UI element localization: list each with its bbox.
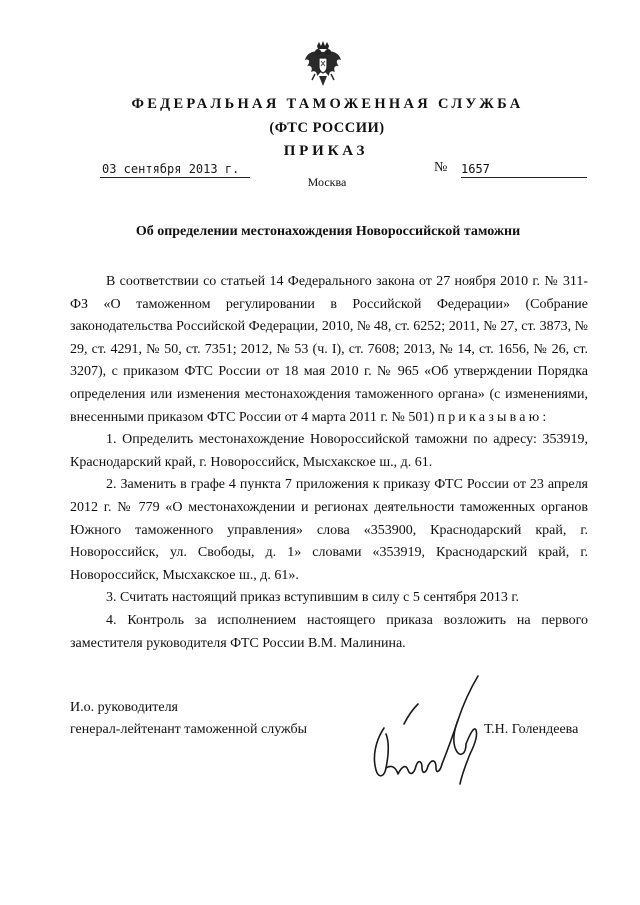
signatory-name: Т.Н. Голендеева: [484, 722, 579, 737]
preamble-paragraph: [70, 271, 588, 429]
order-subject: Об определении местонахождения Новороссийской таможни: [135, 224, 521, 239]
order-number: 1657: [461, 161, 587, 178]
document-type-title: ПРИКАЗ: [283, 143, 369, 159]
order-city: Москва: [307, 175, 347, 189]
order-item-2: 2. Заменить в графе 4 пункта 7 приложения к приказу ФТС России от 23 апреля 2012 г. № 779 «О местонахождении и регионах деятельности таможенных органов Южного таможенного управления» слова «353900, Краснодарский край, г. Новороссийск, ул. Свободы, д. 1» словами «353919, Краснодарский край, г. Новороссийск, Мысхакское ш., д. 61».: [70, 477, 588, 583]
preamble-text: В соответствии со статьей 14 Федерального закона от 27 ноября 2010 г. № 311-ФЗ «О таможенном регулировании в Российской Федерации» (Собрание законодательства Российской Федерации, 2010, № 48, ст. 6252; 2011, № 27, ст. 3873, № 29, ст. 4291, № 50, ст. 7351; 2012, № 53 (ч. I), ст. 7608; 2013, № 14, ст. 1656, № 26, ст. 3207), с приказом ФТС России от 18 мая 2010 г. № 965 «Об утверждении Порядка определения или изменения местонахождения таможенного органа» (с изменениями, внесенными приказом ФТС России от 4 марта 2011 г. № 501): [70, 274, 588, 425]
agency-abbreviation: (ФТС РОССИИ): [269, 120, 385, 136]
order-word: приказываю:: [437, 409, 550, 425]
coat-of-arms-icon: [303, 40, 343, 88]
signatory-title-line-1: И.о. руководителя: [70, 700, 179, 715]
signatory-title-line-2: генерал-лейтенант таможенной службы: [70, 722, 308, 737]
order-item-3: 3. Считать настоящий приказ вступившим в силу с 5 сентября 2013 г.: [106, 590, 520, 606]
order-number-label: №: [434, 160, 448, 175]
agency-name: ФЕДЕРАЛЬНАЯ ТАМОЖЕННАЯ СЛУЖБА: [131, 96, 524, 112]
order-body: [70, 271, 588, 655]
order-item-4: 4. Контроль за исполнением настоящего приказа возложить на первого заместителя руководителя ФТС России В.М. Малинина.: [70, 612, 588, 651]
order-item-1: 1. Определить местонахождение Новороссийской таможни по адресу: 353919, Краснодарский край, г. Новороссийск, Мысхакское ш., д. 61.: [70, 432, 588, 470]
order-date: 03 сентября 2013 г.: [100, 161, 250, 178]
handwritten-signature: [362, 668, 502, 798]
